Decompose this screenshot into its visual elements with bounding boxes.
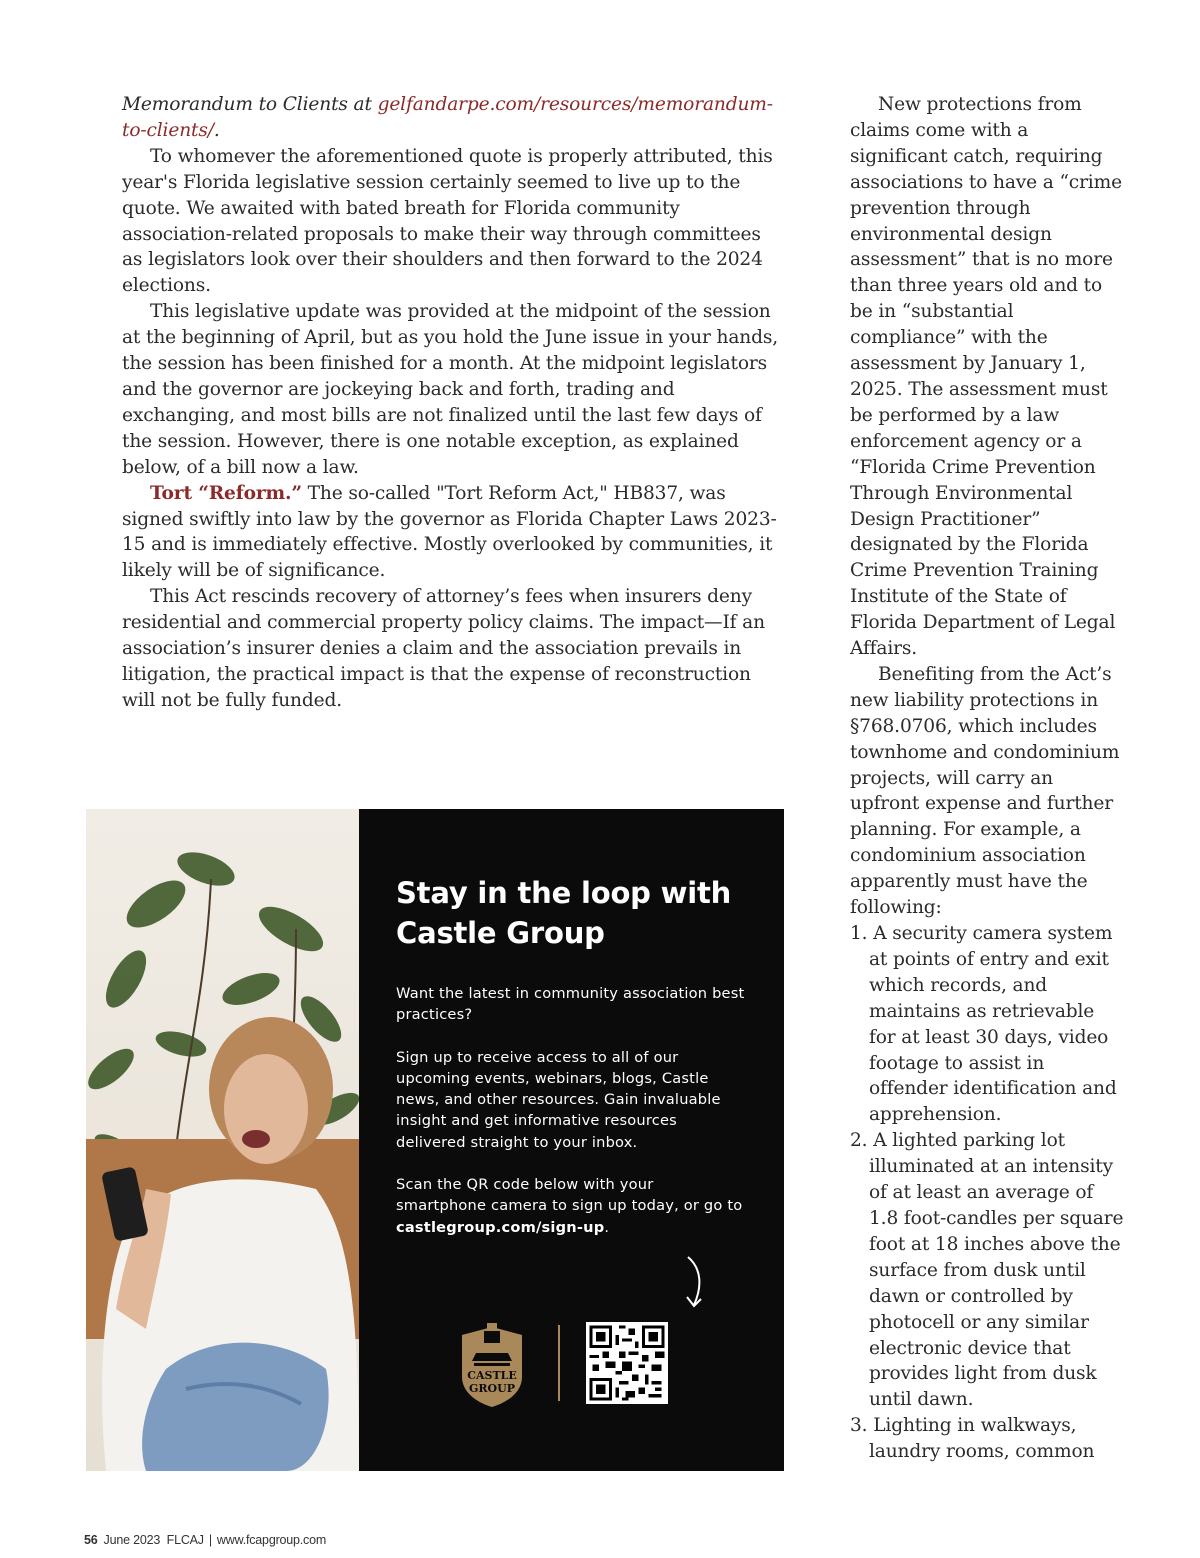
qr-code[interactable] bbox=[586, 1322, 668, 1404]
list-item: 1. A security camera system at points of entry and exit which records, and maintains as retrievable for at least 30 days, video footage to assist in offender identification and apprehension. bbox=[850, 923, 1117, 1126]
article-right-column bbox=[850, 92, 1125, 1465]
ad-headline: Stay in the loop with Castle Group bbox=[396, 876, 732, 950]
intro-end: . bbox=[213, 119, 220, 141]
paragraph-legislative-update: This legislative update was provided at the midpoint of the session at the beginning of April, but as you hold the June issue in your hands, the session has been finished for a month. At the midpoint legislators and the governor are jockeying back and forth, trading and exchanging, and most bills are not finalized until the last few days of the session. However, there is one notable exception, as explained below, of a bill now a law. bbox=[122, 301, 778, 478]
article-left-column bbox=[122, 92, 782, 714]
issue-date: June 2023 bbox=[103, 1533, 161, 1547]
woman-with-phone-photo bbox=[86, 809, 359, 1471]
paragraph-tort-reform bbox=[122, 481, 782, 585]
ad-scan-end: . bbox=[604, 1218, 610, 1236]
footer-separator: | bbox=[208, 1533, 212, 1547]
signup-link[interactable]: castlegroup.com/sign-up bbox=[396, 1218, 605, 1236]
page-number: 56 bbox=[84, 1533, 98, 1547]
castle-group-logo bbox=[456, 1319, 528, 1409]
ad-body-intro: Want the latest in community association best practices? bbox=[396, 985, 745, 1024]
requirements-list bbox=[850, 921, 1125, 1465]
tort-reform-text: The so-called "Tort Reform Act," HB837, was signed swiftly into law by the governor as Florida Chapter Laws 2023-15 and is immediately effective. Mostly overlooked by communities, it likely will be of significance. bbox=[122, 482, 777, 582]
ad-copy bbox=[396, 873, 746, 1259]
arrow-down-icon bbox=[682, 1255, 708, 1311]
qr-code-icon bbox=[586, 1322, 668, 1404]
logo-line2: GROUP bbox=[469, 1382, 515, 1395]
logo-line1: CASTLE bbox=[467, 1369, 517, 1382]
paragraph-attorney-fees: This Act rescinds recovery of attorney’s fees when insurers deny residential and commercial property policy claims. The impact—If an association’s insurer denies a claim and the association prevails in litigation, the practical impact is that the expense of reconstruction will not be fully funded. bbox=[122, 586, 765, 711]
paragraph-benefiting: Benefiting from the Act’s new liability protections in §768.0706, which includes townhome and condominium projects, will carry an upfront expense and further planning. For example, a condominium association apparently must have the following: bbox=[850, 663, 1120, 919]
paragraph-quote: To whomever the aforementioned quote is properly attributed, this year's Florida legislative session certainly seemed to live up to the quote. We awaited with bated breath for Florida community association-related proposals to make their way through committees as legislators look over their shoulders and then forward to the 2024 elections. bbox=[122, 145, 773, 297]
page-footer bbox=[84, 1533, 326, 1547]
website-link[interactable]: www.fcapgroup.com bbox=[216, 1533, 327, 1547]
ad-scan-text: Scan the QR code below with your smartphone camera to sign up today, or go to bbox=[396, 1176, 743, 1215]
paragraph-new-protections: New protections from claims come with a significant catch, requiring associations to have a “crime prevention through environmental design assessment” that is no more than three years old and to be in “substantial compliance” with the assessment by January 1, 2025. The assessment must be performed by a law enforcement agency or a “Florida Crime Prevention Through Environmental Design Practitioner” designated by the Florida Crime Prevention Training Institute of the State of Florida Department of Legal Affairs. bbox=[850, 94, 1122, 660]
list-item: 2. A lighted parking lot illuminated at an intensity of at least an average of 1.8 foot-candles per square foot at 18 inches above the surface from dusk until dawn or controlled by photocell or any similar electronic device that provides light from dusk until dawn. bbox=[850, 1130, 1124, 1411]
publication-name: FLCAJ bbox=[166, 1533, 204, 1547]
photo-illustration bbox=[86, 809, 359, 1471]
intro-paragraph bbox=[122, 92, 782, 144]
castle-group-advertisement bbox=[86, 809, 784, 1471]
intro-text: Memorandum to Clients at bbox=[122, 94, 378, 115]
memorandum-link[interactable]: gelfandarpe.com/resources/memorandum-to-clients/ bbox=[122, 94, 773, 141]
ad-body-signup: Sign up to receive access to all of our upcoming events, webinars, blogs, Castle news, and other resources. Gain invaluable insight and get informative resources delivered straight to your inbox. bbox=[396, 1048, 721, 1151]
ad-divider bbox=[558, 1325, 560, 1401]
tort-reform-heading: Tort “Reform.” bbox=[150, 482, 302, 504]
list-item: 3. Lighting in walkways, laundry rooms, common bbox=[850, 1415, 1095, 1463]
ad-body-scan bbox=[396, 1174, 746, 1238]
